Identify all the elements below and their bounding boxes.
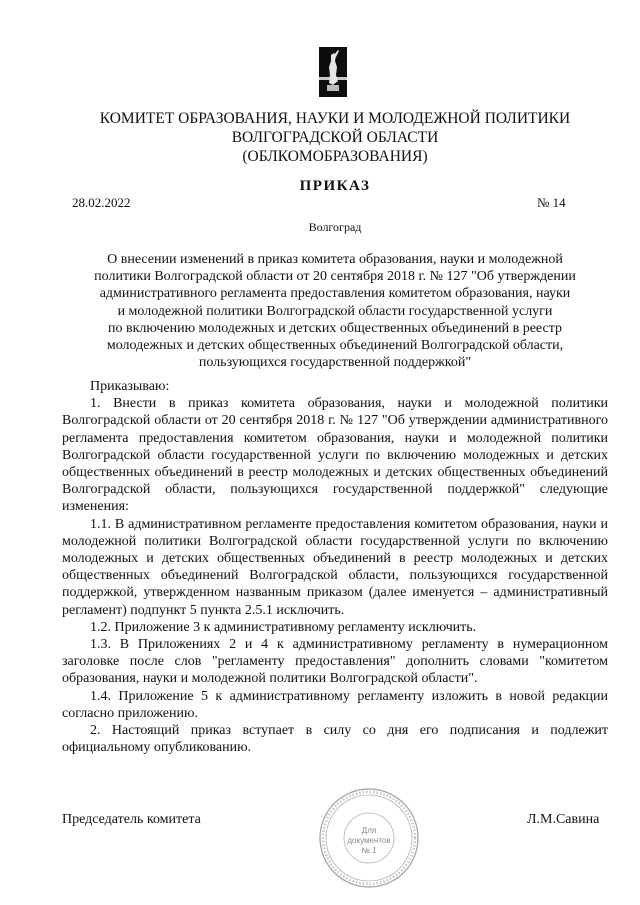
- subject-line: О внесении изменений в приказ комитета образования, науки и молодежной: [107, 252, 563, 267]
- coat-of-arms-emblem: [319, 47, 347, 97]
- organization-name: [40, 109, 630, 166]
- order-body: [62, 378, 608, 756]
- signatory-name: Л.М.Савина: [527, 812, 600, 827]
- subject-line: по включению молодежных и детских общественных объединений в реестр: [108, 320, 562, 336]
- subject-line: молодежных и детских общественных объединений Волгоградской области,: [106, 338, 564, 354]
- order-paragraph: 1.4. Приложение 5 к административному регламенту изложить в новой редакции согласно приложению.: [62, 688, 608, 721]
- org-name-line: ВОЛГОГРАДСКОЙ ОБЛАСТИ: [231, 129, 439, 146]
- org-name-line: КОМИТЕТ ОБРАЗОВАНИЯ, НАУКИ И МОЛОДЕЖНОЙ ПОЛИТИКИ: [99, 110, 571, 127]
- org-name-short: (ОБЛКОМОБРАЗОВАНИЯ): [242, 148, 428, 165]
- stamp-text-line: № 1: [361, 846, 377, 855]
- order-paragraph: 1. Внести в приказ комитета образования, науки и молодежной политики Волгоградской области от 20 сентября 2018 г. № 127 "Об утверждении административного регламента предоставления комитетом образования, науки и молодежной политики Волгоградской области государственной услуги по включению молодежных и детских общественных объединений в реестр молодежных и детских общественных объединений Волгоградской области, пользующихся государственной поддержкой" следующие изменения:: [62, 396, 608, 515]
- order-lead: Приказываю:: [90, 379, 170, 394]
- document-title: ПРИКАЗ: [299, 178, 371, 194]
- stamp-text-line: документов: [347, 836, 391, 845]
- subject-line: административного регламента предоставления комитетом образования, науки: [99, 286, 571, 302]
- order-paragraph: 2. Настоящий приказ вступает в силу со дня его подписания и подлежит официальному опубликованию.: [62, 723, 608, 756]
- order-paragraph: 1.1. В административном регламенте предоставления комитетом образования, науки и молодежной политики Волгоградской области государственной услуги по включению молодежных и детских общественных объединений в реестр молодежных и детских общественных объединений Волгоградской области, пользующихся государственной поддержкой, утвержденном названным приказом (далее именуется – административный регламент) подпункт 5 пункта 2.5.1 исключить.: [62, 516, 608, 618]
- subject-line: и молодежной политики Волгоградской области государственной услуги: [117, 303, 553, 319]
- order-paragraph: 1.2. Приложение 3 к административному регламенту исключить.: [90, 619, 477, 635]
- subject-line: политики Волгоградской области от 20 сентября 2018 г. № 127 "Об утверждении: [94, 269, 576, 285]
- signatory-role: Председатель комитета: [62, 812, 201, 827]
- order-paragraph: 1.3. В Приложениях 2 и 4 к административному регламенту в нумерационном заголовке после слов "регламенту предоставления" дополнить словами "комитетом образования, науки и молодежной политики Волгоградской области".: [62, 637, 608, 687]
- order-city: Волгоград: [308, 220, 362, 234]
- order-date: 28.02.2022: [72, 195, 131, 210]
- subject-line: пользующихся государственной поддержкой": [198, 355, 472, 371]
- official-stamp: [317, 786, 421, 890]
- stamp-label: [317, 826, 421, 856]
- stamp-text-line: Для: [361, 826, 377, 835]
- order-number: № 14: [537, 195, 566, 210]
- order-subject: [60, 251, 610, 371]
